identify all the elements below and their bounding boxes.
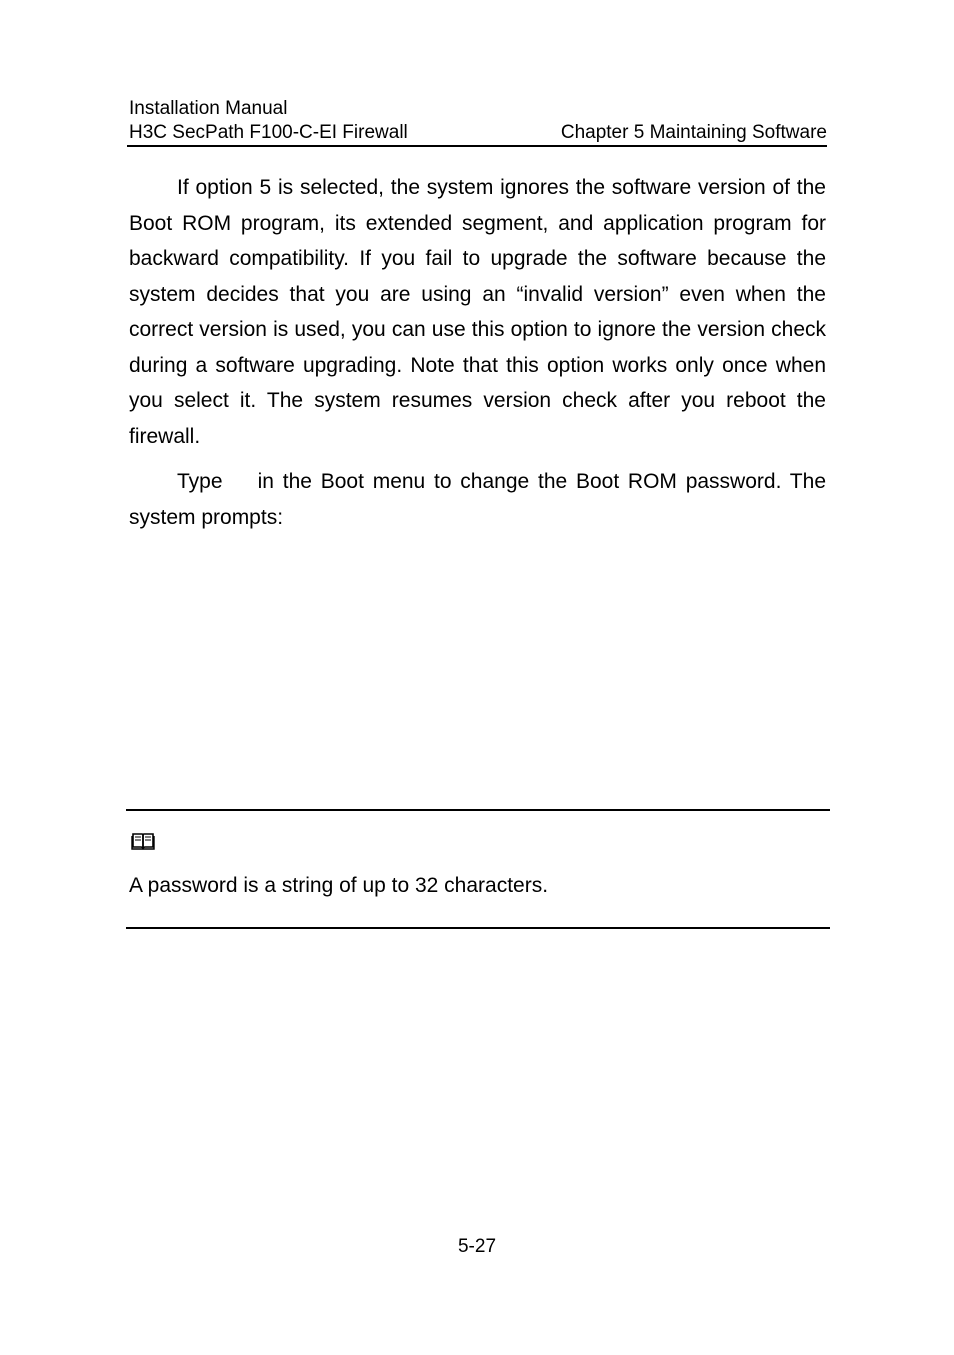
note-text: A password is a string of up to 32 characters. xyxy=(129,874,549,897)
body-paragraph-2: Type in the Boot menu to change the Boot ROM password. The system prompts: xyxy=(129,470,832,529)
page-header xyxy=(129,97,827,145)
note-top-rule xyxy=(126,809,830,811)
product-name: H3C SecPath F100-C-EI Firewall xyxy=(129,122,408,143)
header-line xyxy=(129,121,827,145)
note-bottom-rule xyxy=(126,927,830,929)
body-paragraph-1: If option 5 is selected, the system ignores the software version of the Boot ROM program, its extended segment, and application program for backward compatibility. If you fail to upgrade the software because the system decides that you are using an “invalid version” even when the correct version is used, you can use this option to ignore the version check during a software upgrading. Note that this option works only once when you select it. The system resumes version check after you reboot the firewall. xyxy=(129,176,826,448)
header-rule xyxy=(127,145,827,147)
page-number: 5-27 xyxy=(457,1236,497,1257)
manual-title: Installation Manual xyxy=(129,98,288,119)
chapter-title: Chapter 5 Maintaining Software xyxy=(560,122,827,143)
book-icon xyxy=(131,832,155,850)
